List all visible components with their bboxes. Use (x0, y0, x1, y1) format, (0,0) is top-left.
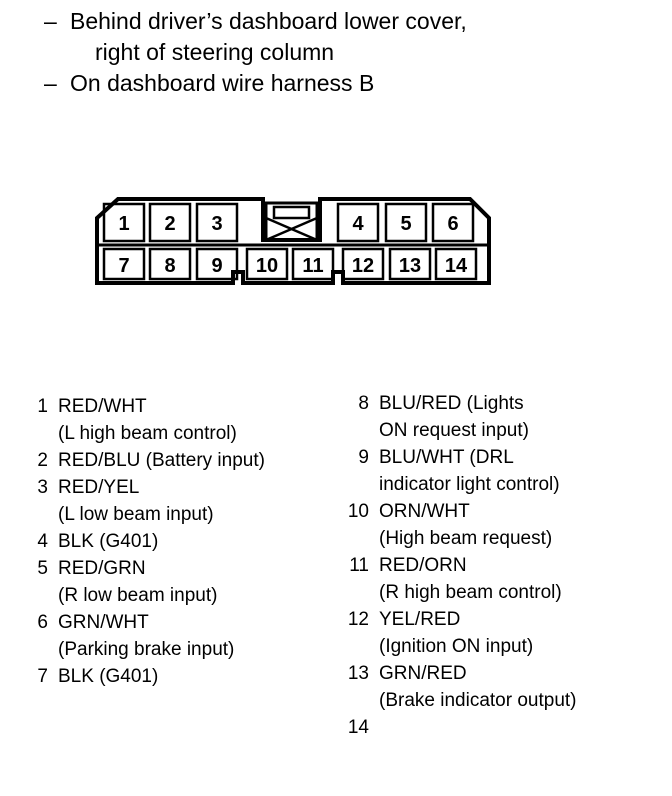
pin-entry (24, 474, 265, 528)
pin-number: 3 (37, 477, 48, 498)
pin-entry (342, 606, 577, 660)
pin-entry (342, 552, 577, 606)
pin-list-left (24, 393, 265, 690)
pin-number: 14 (347, 717, 369, 738)
pin-label: 11 (302, 255, 324, 277)
pin-number: 2 (37, 450, 48, 471)
pin-label: 13 (398, 255, 422, 277)
pin-entry (342, 390, 577, 444)
pin-number: 8 (358, 393, 369, 414)
pin-function: (High beam request) (379, 528, 553, 549)
pin-number: 13 (347, 663, 369, 684)
pin-wire-color: BLK (G401) (58, 531, 159, 552)
pin-entry (342, 498, 577, 552)
note-line: On dashboard wire harness B (70, 70, 375, 96)
pin-wire-color: BLU/WHT (DRL (379, 447, 514, 468)
pin-number: 9 (358, 447, 369, 468)
pin-function: indicator light control) (379, 474, 560, 495)
pin-function: (L low beam input) (58, 504, 214, 525)
pin-label: 7 (118, 255, 130, 277)
pin-list-right (342, 390, 577, 741)
pin-label: 8 (164, 255, 176, 277)
pin-label: 9 (211, 255, 223, 277)
pin-entry (24, 555, 265, 609)
pin-function: (Ignition ON input) (379, 636, 534, 657)
pin-entry (24, 393, 265, 447)
pin-entry (342, 444, 577, 498)
pin-function: (R low beam input) (58, 585, 218, 606)
pin-entry (24, 609, 265, 663)
note-line: right of steering column (95, 39, 335, 65)
pin-wire-color: RED/BLU (Battery input) (58, 450, 265, 471)
pin-number: 10 (347, 501, 369, 522)
locking-tab-icon (266, 203, 317, 240)
note-line: Behind driver’s dashboard lower cover, (70, 8, 467, 34)
pin-label: 12 (351, 255, 375, 277)
connector-face-diagram (0, 0, 672, 330)
pin-number: 6 (37, 612, 48, 633)
pin-wire-color: RED/GRN (58, 558, 146, 579)
pin-wire-color: ORN/WHT (379, 501, 470, 522)
pin-label: 10 (255, 255, 279, 277)
pin-entry (24, 663, 265, 690)
pin-function: ON request input) (379, 420, 529, 441)
pin-number: 4 (37, 531, 48, 552)
pin-function: (Brake indicator output) (379, 690, 577, 711)
pin-wire-color: GRN/RED (379, 663, 467, 684)
pin-entry (24, 528, 265, 555)
pin-label: 3 (211, 213, 223, 235)
pin-label: 5 (400, 213, 412, 235)
pin-function: (R high beam control) (379, 582, 562, 603)
pin-function: (Parking brake input) (58, 639, 235, 660)
pin-number: 1 (37, 396, 48, 417)
pin-number: 11 (349, 555, 369, 576)
pin-wire-color: RED/ORN (379, 555, 467, 576)
pin-number: 12 (347, 609, 369, 630)
pin-label: 4 (352, 213, 364, 235)
pin-function: (L high beam control) (58, 423, 237, 444)
pin-label: 2 (164, 213, 176, 235)
pin-number: 5 (37, 558, 48, 579)
pin-entry (342, 660, 577, 714)
pin-label: 6 (447, 213, 459, 235)
pin-wire-color: BLU/RED (Lights (379, 393, 524, 414)
pin-label: 14 (444, 255, 468, 277)
pin-wire-color: GRN/WHT (58, 612, 149, 633)
pin-label: 1 (118, 213, 130, 235)
pin-entry (24, 447, 265, 474)
pin-entry (342, 714, 577, 741)
note-dash: – (44, 70, 57, 96)
pin-number: 7 (37, 666, 48, 687)
pin-wire-color: YEL/RED (379, 609, 461, 630)
pin-wire-color: BLK (G401) (58, 666, 159, 687)
pin-wire-color: RED/YEL (58, 477, 140, 498)
note-dash: – (44, 8, 57, 34)
pin-wire-color: RED/WHT (58, 396, 147, 417)
